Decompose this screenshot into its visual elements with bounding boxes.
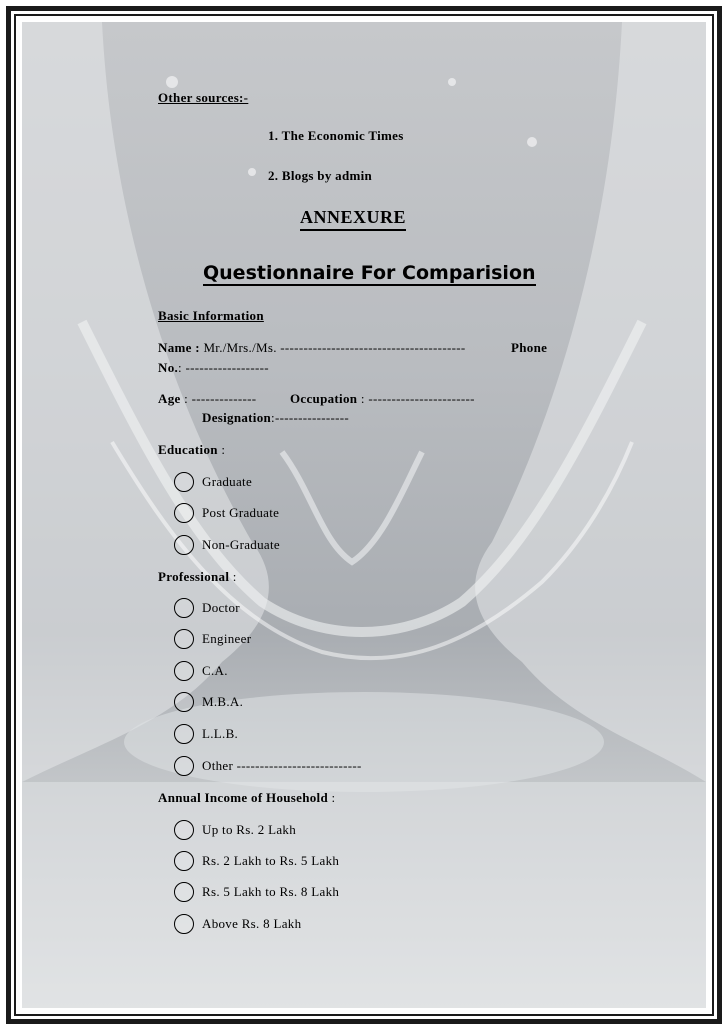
basic-information-heading: Basic Information — [158, 308, 264, 323]
option-label: Rs. 2 Lakh to Rs. 5 Lakh — [202, 853, 340, 868]
option-label: Above Rs. 8 Lakh — [202, 916, 302, 931]
name-field[interactable]: Mr./Mrs./Ms. ---------------------------------------- — [203, 340, 466, 355]
radio-button[interactable] — [174, 914, 194, 934]
option-label: Doctor — [202, 600, 240, 615]
radio-button[interactable] — [174, 661, 194, 681]
name-label: Name : — [158, 340, 200, 355]
radio-button[interactable] — [174, 724, 194, 744]
age-row — [158, 391, 256, 407]
option-label: Up to Rs. 2 Lakh — [202, 822, 296, 837]
phone-label: Phone — [511, 340, 548, 355]
phone-field[interactable]: : ------------------ — [178, 360, 269, 375]
radio-button[interactable] — [174, 882, 194, 902]
annexure-title: ANNEXURE — [300, 207, 406, 231]
option-label: Other --------------------------- — [202, 758, 362, 773]
radio-button[interactable] — [174, 692, 194, 712]
radio-button[interactable] — [174, 820, 194, 840]
radio-button[interactable] — [174, 503, 194, 523]
annual-income-heading: Annual Income of Household : — [158, 790, 336, 805]
option-label: Engineer — [202, 631, 252, 646]
designation-row — [202, 410, 349, 426]
phone-no-label: No. — [158, 360, 179, 375]
source-item: 1. The Economic Times — [268, 128, 404, 143]
radio-button[interactable] — [174, 472, 194, 492]
radio-button[interactable] — [174, 535, 194, 555]
option-label: Graduate — [202, 474, 253, 489]
professional-heading: Professional : — [158, 569, 237, 584]
age-label: Age — [158, 391, 181, 406]
option-label: Rs. 5 Lakh to Rs. 8 Lakh — [202, 884, 340, 899]
age-field[interactable]: : -------------- — [184, 391, 257, 406]
option-label: C.A. — [202, 663, 228, 678]
education-heading: Education : — [158, 442, 226, 457]
radio-button[interactable] — [174, 598, 194, 618]
radio-button[interactable] — [174, 756, 194, 776]
option-label: Non-Graduate — [202, 537, 280, 552]
option-label: L.L.B. — [202, 726, 239, 741]
name-row — [158, 340, 465, 356]
designation-label: Designation — [202, 410, 272, 425]
questionnaire-title: Questionnaire For Comparision — [203, 262, 536, 284]
source-item: 2. Blogs by admin — [268, 168, 373, 183]
radio-button[interactable] — [174, 851, 194, 871]
phone-number-row — [158, 360, 269, 376]
occupation-field[interactable]: : ----------------------- — [360, 391, 475, 406]
option-label: Post Graduate — [202, 505, 280, 520]
occupation-row — [290, 391, 475, 407]
other-sources-heading: Other sources:- — [158, 90, 249, 105]
option-label: M.B.A. — [202, 694, 244, 709]
radio-button[interactable] — [174, 629, 194, 649]
occupation-label: Occupation — [290, 391, 358, 406]
designation-field[interactable]: :---------------- — [271, 410, 350, 425]
